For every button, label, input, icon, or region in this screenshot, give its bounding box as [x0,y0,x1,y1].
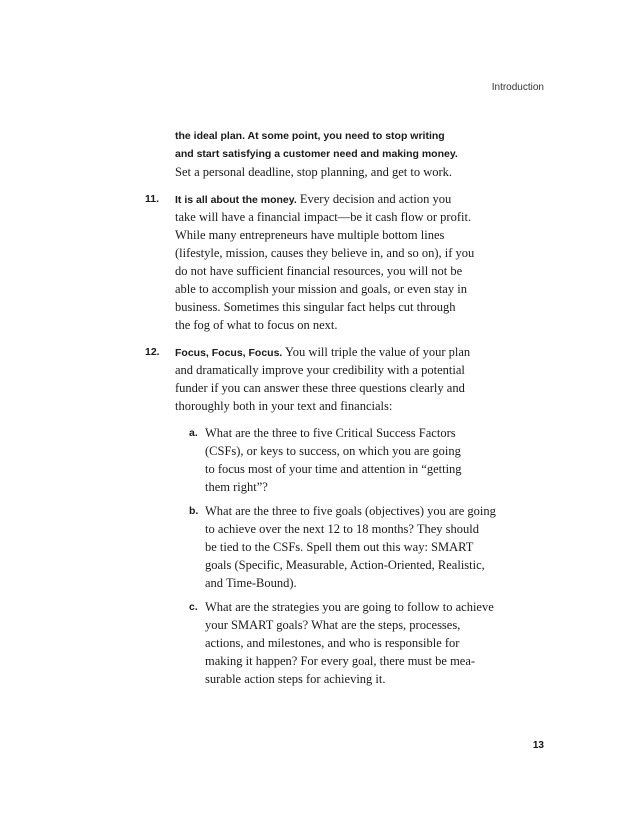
sub-item-letter: c. [189,601,198,613]
item-heading: It is all about the money. [175,194,297,206]
text-line: thoroughly both in your text and financials: [175,399,393,413]
sub-item-c [175,598,538,688]
text-line: them right”? [205,480,268,494]
text-line: surable action steps for achieving it. [205,672,386,686]
item-text: Every decision and action you [296,192,452,206]
text-line: What are the three to five Critical Success Factors [205,426,456,440]
text-line: take will have a financial impact—be it cash flow or profit. [175,210,472,224]
text-line: What are the strategies you are going to follow to achieve [205,600,494,614]
running-header: Introduction [491,82,544,93]
text-line: able to accomplish your mission and goals, or even stay in [175,282,467,296]
text-line: and dramatically improve your credibility with a potential [175,363,465,377]
text-line: (lifestyle, mission, causes they believe in, and so on), if you [175,246,475,260]
text-line [175,190,538,208]
text-line: making it happen? For every goal, there must be mea- [205,654,476,668]
text-line: (CSFs), or keys to success, on which you are going [205,444,461,458]
text-line: the fog of what to focus on next. [175,318,338,332]
item-text: You will triple the value of your plan [282,345,471,359]
page-number: 13 [532,740,544,751]
item-number: 11. [145,193,160,205]
text-line: your SMART goals? What are the steps, processes, [205,618,461,632]
sub-item-letter: b. [189,505,199,517]
text-line: Set a personal deadline, stop planning, and get to work. [175,165,453,179]
item-heading: Focus, Focus, Focus. [175,347,283,359]
text-line: funder if you can answer these three questions clearly and [175,381,465,395]
text-line: While many entrepreneurs have multiple bottom lines [175,228,445,242]
list-item-12 [146,343,538,415]
sub-item-b [175,502,538,592]
text-line: and Time-Bound). [205,576,297,590]
text-line: to focus most of your time and attention in “getting [205,462,462,476]
text-line: business. Sometimes this singular fact helps cut through [175,300,456,314]
text-line: goals (Specific, Measurable, Action-Oriented, Realistic, [205,558,485,572]
page-body [146,127,538,688]
text-line: and start satisfying a customer need and making money. [175,148,458,160]
intro-paragraph [146,127,538,181]
text-line: do not have sufficient financial resources, you will not be [175,264,463,278]
item-number: 12. [145,346,160,358]
text-line [175,343,538,361]
text-line: the ideal plan. At some point, you need to stop writing [175,130,445,142]
list-item-11 [146,190,538,334]
sub-item-a [175,424,538,496]
text-line: be tied to the CSFs. Spell them out this way: SMART [205,540,474,554]
text-line: actions, and milestones, and who is responsible for [205,636,460,650]
text-line: to achieve over the next 12 to 18 months? They should [205,522,480,536]
sub-item-letter: a. [189,427,198,439]
text-line: What are the three to five goals (objectives) you are going [205,504,496,518]
